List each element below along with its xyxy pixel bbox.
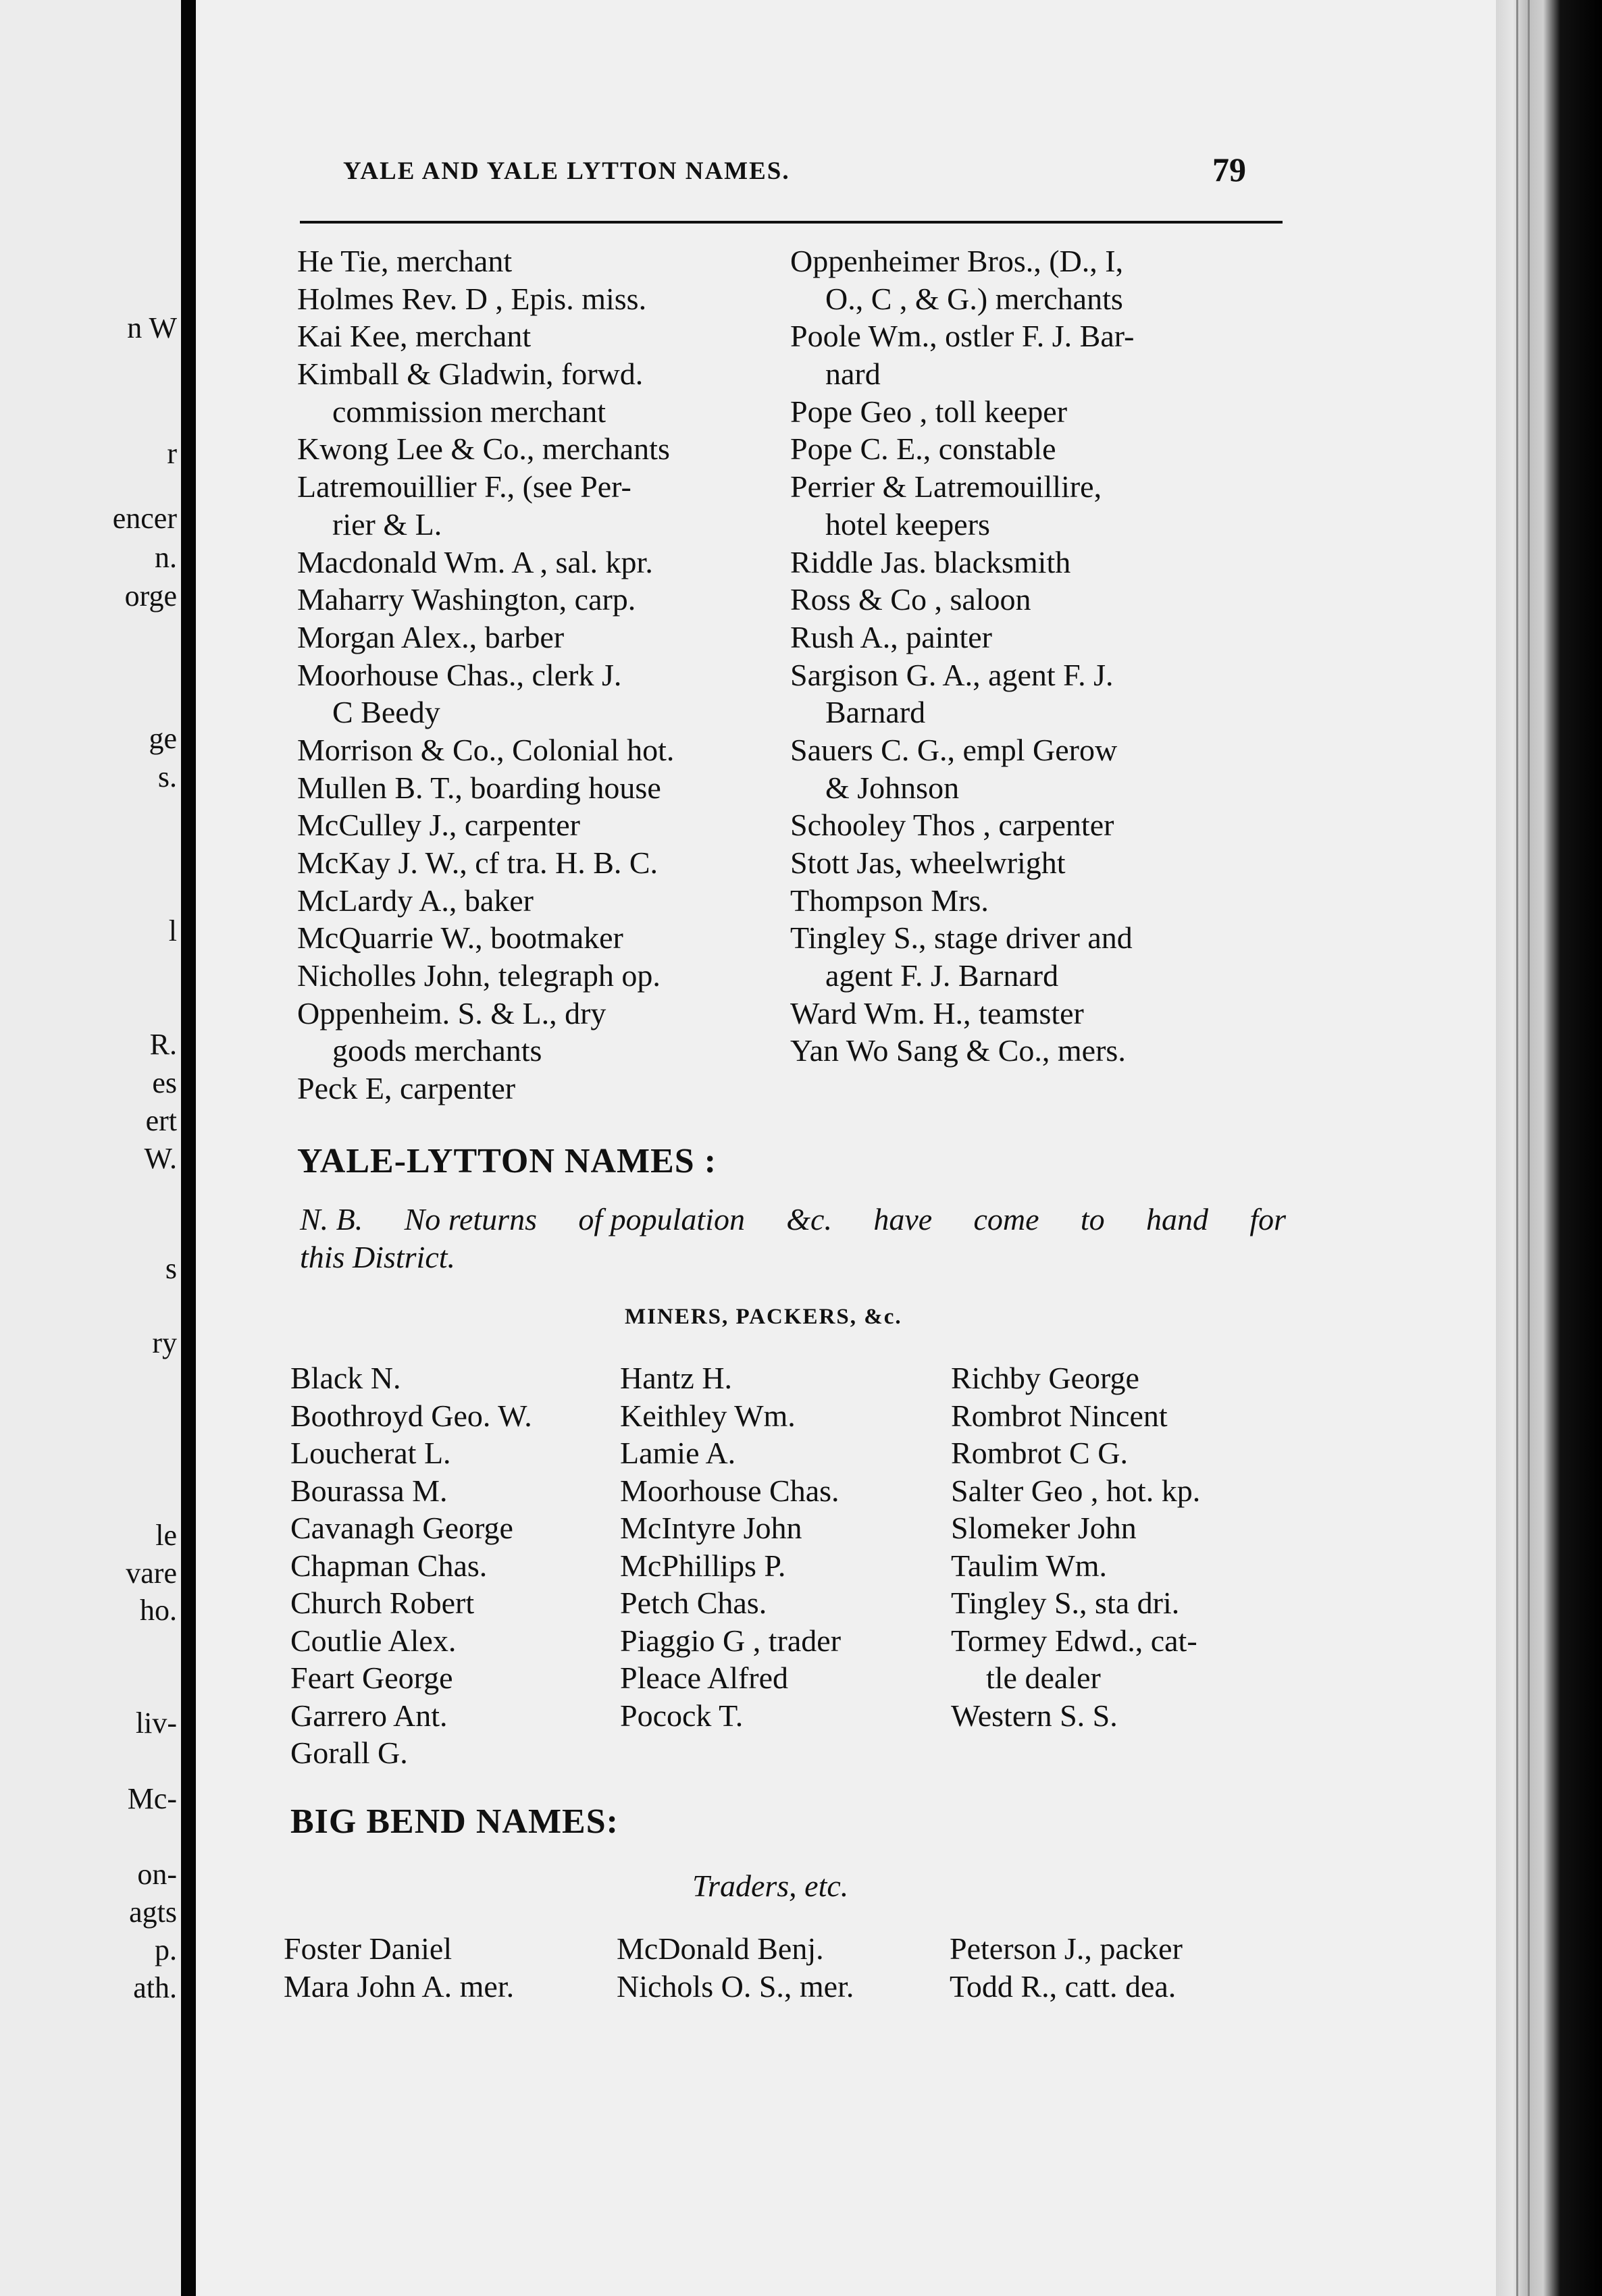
facing-page-text: ry	[152, 1326, 177, 1359]
directory-entry: McQuarrie W., bootmaker	[297, 920, 623, 956]
miner-entry: Keithley Wm.	[620, 1398, 796, 1433]
big-bend-column-1	[284, 1930, 514, 2005]
page-edge-line	[1528, 0, 1530, 2296]
note-word: for	[1249, 1202, 1286, 1236]
miner-entry: Rombrot Nincent	[951, 1398, 1168, 1433]
note-word: hand	[1145, 1202, 1208, 1236]
facing-page-text: on-	[137, 1858, 177, 1891]
directory-entry: Ross & Co , saloon	[790, 582, 1031, 617]
trader-entry: Nichols O. S., mer.	[617, 1968, 854, 2004]
directory-entry: Perrier & Latremouillire,	[790, 469, 1102, 504]
miner-entry: Hantz H.	[620, 1361, 733, 1395]
miner-entry: Slomeker John	[951, 1511, 1137, 1545]
directory-entry: Poole Wm., ostler F. J. Bar-	[790, 319, 1135, 354]
directory-entry: Ward Wm. H., teamster	[790, 995, 1084, 1030]
directory-entry: Yan Wo Sang & Co., mers.	[790, 1033, 1126, 1068]
miner-entry: Moorhouse Chas.	[620, 1473, 839, 1508]
directory-entry: Kai Kee, merchant	[297, 319, 532, 354]
yale-names-left-column	[297, 242, 674, 1107]
trader-entry: Mara John A. mer.	[284, 1968, 515, 2004]
directory-entry: goods merchants	[332, 1033, 542, 1068]
facing-page-text: s.	[157, 760, 177, 793]
directory-entry: commission merchant	[332, 394, 606, 429]
miner-entry: Petch Chas.	[620, 1586, 767, 1620]
directory-entry: Oppenheimer Bros., (D., I,	[790, 244, 1124, 278]
trader-entry: Foster Daniel	[284, 1931, 453, 1966]
directory-entry: Pope C. E., constable	[790, 432, 1056, 467]
note-word: of population	[578, 1202, 745, 1236]
directory-entry: Pope Geo , toll keeper	[790, 394, 1068, 429]
directory-entry: Stott Jas, wheelwright	[790, 845, 1066, 880]
directory-entry: Morrison & Co., Colonial hot.	[297, 732, 675, 767]
directory-entry: Holmes Rev. D , Epis. miss.	[297, 281, 647, 316]
facing-page-text: p.	[155, 1933, 177, 1966]
directory-entry: Tingley S., stage driver and	[790, 920, 1133, 956]
miner-entry: Cavanagh George	[290, 1511, 513, 1545]
miner-entry: Richby George	[951, 1361, 1139, 1395]
miner-entry: McPhillips P.	[620, 1548, 786, 1583]
directory-entry: Kimball & Gladwin, forwd.	[297, 357, 644, 392]
directory-entry: Riddle Jas. blacksmith	[790, 544, 1071, 579]
miner-entry: Piaggio G , trader	[620, 1623, 842, 1658]
facing-page-text: Mc-	[127, 1782, 177, 1815]
directory-entry: agent F. J. Barnard	[825, 958, 1059, 993]
miner-entry: Garrero Ant.	[290, 1698, 448, 1733]
directory-entry: Moorhouse Chas., clerk J.	[297, 657, 622, 692]
miner-entry: Western S. S.	[951, 1698, 1118, 1733]
miner-entry: McIntyre John	[620, 1511, 802, 1545]
miner-entry: Boothroyd Geo. W.	[290, 1398, 532, 1433]
directory-entry: McCulley J., carpenter	[297, 808, 580, 843]
running-header: YALE AND YALE LYTTON NAMES.	[343, 157, 790, 185]
facing-page-text: ath.	[133, 1971, 177, 2004]
facing-page-text: ge	[149, 722, 177, 755]
miner-entry: Rombrot C G.	[951, 1436, 1128, 1470]
miner-entry: Tingley S., sta dri.	[951, 1586, 1180, 1620]
facing-page-text: vare	[126, 1557, 177, 1590]
page-edge	[1496, 0, 1602, 2296]
directory-entry: McKay J. W., cf tra. H. B. C.	[297, 845, 658, 880]
miner-entry: Salter Geo , hot. kp.	[951, 1473, 1201, 1508]
miner-entry: Coutlie Alex.	[290, 1623, 457, 1658]
facing-page-text: orge	[124, 579, 177, 612]
directory-entry: Schooley Thos , carpenter	[790, 808, 1114, 843]
note-word: to	[1080, 1202, 1105, 1236]
directory-entry: Barnard	[825, 695, 926, 730]
directory-entry: & Johnson	[825, 770, 960, 805]
directory-entry: Maharry Washington, carp.	[297, 582, 636, 617]
facing-page-text: l	[168, 914, 177, 947]
directory-entry: O., C , & G.) merchants	[825, 281, 1123, 316]
directory-entry: nard	[825, 357, 881, 392]
miner-entry: Taulim Wm.	[951, 1548, 1108, 1583]
facing-page-text: n W	[127, 311, 177, 344]
facing-page-text: s	[165, 1252, 177, 1285]
miners-column-1	[290, 1359, 532, 1772]
facing-page-text: r	[167, 437, 177, 470]
note-word: &c.	[786, 1202, 832, 1236]
facing-page-text: W.	[144, 1142, 177, 1175]
directory-entry: Oppenheim. S. & L., dry	[297, 995, 606, 1030]
directory-entry: Latremouillier F., (see Per-	[297, 469, 631, 504]
facing-page-text: es	[152, 1066, 177, 1099]
facing-page-text: ert	[145, 1104, 177, 1137]
directory-entry: Thompson Mrs.	[790, 883, 989, 918]
facing-page-text: agts	[129, 1896, 177, 1929]
miner-entry: Chapman Chas.	[290, 1548, 488, 1583]
note-word: N. B.	[300, 1202, 363, 1236]
directory-entry: Macdonald Wm. A , sal. kpr.	[297, 544, 653, 579]
population-note	[300, 1201, 1286, 1276]
yale-names-right-column	[790, 242, 1134, 1070]
trader-entry: Todd R., catt. dea.	[950, 1968, 1177, 2004]
note-line-2: this District.	[300, 1240, 456, 1274]
directory-entry: Nicholles John, telegraph op.	[297, 958, 661, 993]
miner-entry: Loucherat L.	[290, 1436, 451, 1470]
directory-entry: Peck E, carpenter	[297, 1071, 516, 1106]
directory-entry: Morgan Alex., barber	[297, 619, 565, 654]
facing-page-text: ho.	[140, 1594, 177, 1627]
note-word: come	[973, 1202, 1039, 1236]
miner-entry: Black N.	[290, 1361, 401, 1395]
traders-subheading: Traders, etc.	[692, 1869, 849, 1903]
trader-entry: McDonald Benj.	[617, 1931, 824, 1966]
miner-entry: Gorall G.	[290, 1736, 408, 1770]
directory-entry: Rush A., painter	[790, 619, 992, 654]
page-number: 79	[1212, 151, 1246, 188]
miners-column-2	[620, 1359, 841, 1734]
directory-entry: C Beedy	[332, 695, 440, 730]
miners-column-3	[951, 1359, 1200, 1734]
directory-entry: Mullen B. T., boarding house	[297, 770, 661, 805]
miner-entry: Church Robert	[290, 1586, 475, 1620]
big-bend-heading: BIG BEND NAMES:	[290, 1802, 619, 1841]
note-word: No returns	[404, 1202, 537, 1236]
miner-entry: Feart George	[290, 1661, 453, 1695]
facing-page-text: le	[155, 1519, 177, 1552]
miner-entry: Pleace Alfred	[620, 1661, 789, 1695]
trader-entry: Peterson J., packer	[950, 1931, 1183, 1966]
directory-entry: McLardy A., baker	[297, 883, 534, 918]
miner-entry: Tormey Edwd., cat-	[951, 1623, 1197, 1658]
header-rule	[300, 221, 1283, 224]
miner-entry: Lamie A.	[620, 1436, 736, 1470]
miner-entry: Pocock T.	[620, 1698, 744, 1733]
facing-page-text: liv-	[135, 1706, 177, 1740]
directory-entry: He Tie, merchant	[297, 244, 513, 278]
miner-entry: tle dealer	[986, 1661, 1101, 1695]
facing-page-text: encer	[112, 502, 177, 535]
facing-page-text: R.	[149, 1028, 177, 1061]
directory-entry: Kwong Lee & Co., merchants	[297, 432, 670, 467]
directory-entry: Sauers C. G., empl Gerow	[790, 732, 1118, 767]
note-word: have	[873, 1202, 933, 1236]
big-bend-column-2	[617, 1930, 854, 2005]
directory-entry: rier & L.	[332, 506, 442, 542]
directory-entry: Sargison G. A., agent F. J.	[790, 657, 1114, 692]
page-edge-line	[1516, 0, 1518, 2296]
directory-entry: hotel keepers	[825, 506, 990, 542]
yale-lytton-heading: YALE-LYTTON NAMES :	[297, 1142, 717, 1180]
big-bend-column-3	[950, 1930, 1183, 2005]
miners-packers-subheading: MINERS, PACKERS, &c.	[625, 1305, 902, 1329]
miner-entry: Bourassa M.	[290, 1473, 448, 1508]
facing-page-text: n.	[155, 541, 177, 574]
